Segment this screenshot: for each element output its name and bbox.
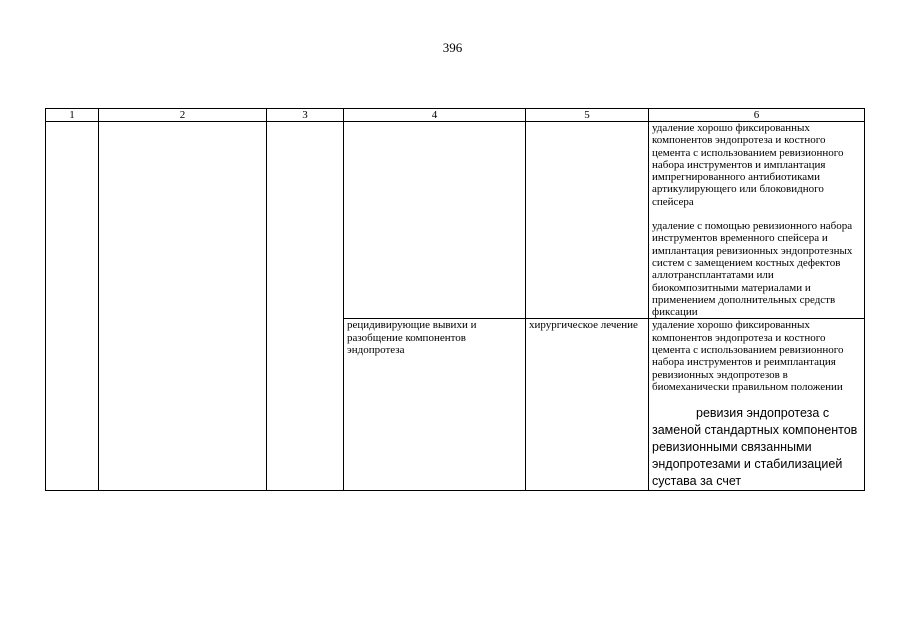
header-row: [46, 109, 865, 122]
medical-procedures-table: [45, 108, 865, 491]
procedure-text: удаление с помощью ревизионного набора инструментов временного спейсера и имплантация ревизионных эндопротезных систем с замещением костных дефектов аллотрансплантатами или биокомпозитными материалами и применением дополнительных средств фиксации: [652, 220, 853, 319]
cell-col4: [344, 122, 526, 319]
column-header-2: 2: [99, 109, 267, 122]
cell-col2: [99, 122, 267, 491]
cell-col1: [46, 122, 99, 491]
cell-col6: [649, 319, 865, 491]
table-row: [46, 122, 865, 319]
column-header-5: 5: [526, 109, 649, 122]
diagnosis-cell: рецидивирующие вывихи и разобщение компонентов эндопротеза: [344, 319, 526, 491]
column-header-4: 4: [344, 109, 526, 122]
cell-col6: [649, 122, 865, 319]
procedure-text-large: ревизия эндопротеза с заменой стандартных компонентов ревизионными связанными эндопротезами и стабилизацией сустава за счет: [652, 406, 858, 489]
procedure-text: удаление хорошо фиксированных компонентов эндопротеза и костного цемента с использованием ревизионного набора инструментов и реимплантация ревизионных эндопротезов в биомеханически правильном положении: [652, 319, 844, 393]
cell-col3: [267, 122, 344, 491]
procedure-text: удаление хорошо фиксированных компонентов эндопротеза и костного цемента с использованием ревизионного набора инструментов и имплантация импрегнированного антибиотиками артикулирующего или блоковидного спейсера: [652, 122, 844, 208]
column-header-3: 3: [267, 109, 344, 122]
treatment-type-cell: хирургическое лечение: [526, 319, 649, 491]
column-header-1: 1: [46, 109, 99, 122]
page-number: 396: [442, 40, 463, 55]
cell-col5: [526, 122, 649, 319]
column-header-6: 6: [649, 109, 865, 122]
